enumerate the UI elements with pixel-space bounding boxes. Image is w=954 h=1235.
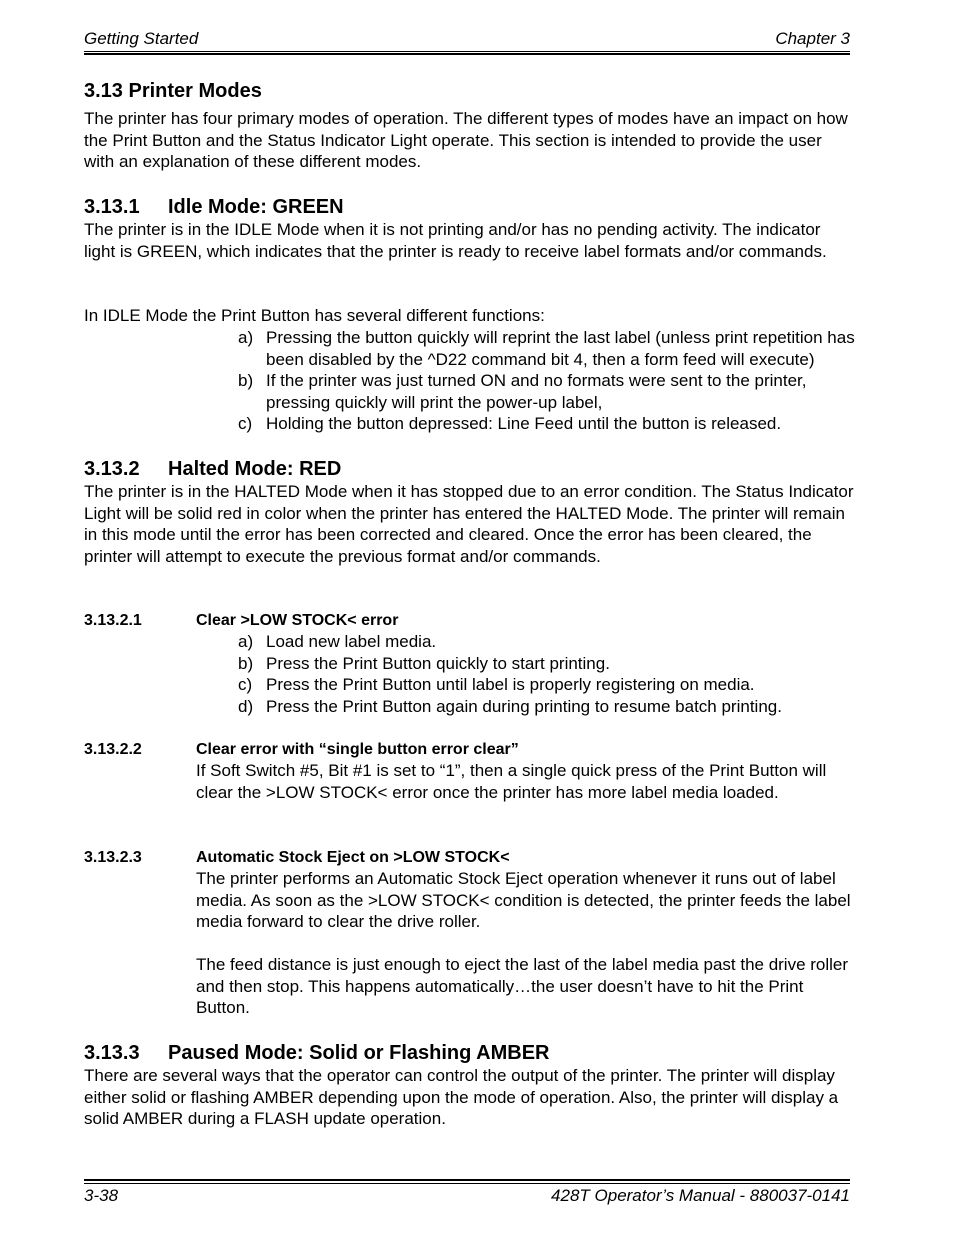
footer-rule-thick (84, 1179, 850, 1181)
list-item: c) Press the Print Button until label is properly registering on media. (238, 675, 755, 695)
section-3-13-3-body: There are several ways that the operator can control the output of the printer. The printer will display either solid or flashing AMBER depending upon the mode of operation. Also, the printer will display a solid AMBER during a FLASH update operation. (84, 1066, 839, 1129)
section-3-13-1-number: 3.13.1 (84, 196, 140, 218)
section-3-13-body: The printer has four primary modes of operation. The different types of modes have an impact on how the Print Button and the Status Indicator Light operate. This section is intended to provide the user with an explanation of these different modes. (84, 109, 848, 172)
section-3-13-2-3-body-1: The printer performs an Automatic Stock Eject operation whenever it runs out of label media. As soon as the >LOW STOCK< condition is detected, the printer feeds the label media forward to clear the drive roller. (196, 869, 851, 932)
section-3-13-2-2-body: If Soft Switch #5, Bit #1 is set to “1”, then a single quick press of the Print Button will clear the >LOW STOCK< error once the printer has more label media loaded. (196, 761, 827, 802)
section-3-13-2-1-title: Clear >LOW STOCK< error (196, 612, 399, 629)
section-3-13-2-number: 3.13.2 (84, 458, 140, 480)
section-3-13-3-title: Paused Mode: Solid or Flashing AMBER (168, 1042, 550, 1064)
list-item: b) If the printer was just turned ON and no formats were sent to the printer, pressing quickly will print the power-up label, (238, 371, 807, 412)
list-item: b) Press the Print Button quickly to start printing. (238, 653, 610, 673)
section-3-13-2-1-number: 3.13.2.1 (84, 612, 142, 629)
list-item: a) Pressing the button quickly will reprint the last label (unless print repetition has been disabled by the ^D22 command bit 4, then a form feed will execute) (238, 328, 855, 369)
section-3-13-2-2-title: Clear error with “single button error clear” (196, 741, 519, 758)
section-3-13-2-3-title: Automatic Stock Eject on >LOW STOCK< (196, 849, 510, 866)
idle-mode-intro: In IDLE Mode the Print Button has several different functions: (84, 306, 545, 325)
section-3-13-2-body: The printer is in the HALTED Mode when it has stopped due to an error condition. The Status Indicator Light will be solid red in color when the printer has entered the HALTED Mode. The printer will remain in this mode until the error has been corrected and cleared. Once the error has been cleared, the printer will attempt to execute the previous format and/or commands. (84, 482, 854, 566)
header-right: Chapter 3 (775, 29, 850, 48)
section-3-13-3-number: 3.13.3 (84, 1042, 140, 1064)
section-3-13-2-2-number: 3.13.2.2 (84, 741, 142, 758)
section-3-13-2-3-body-2: The feed distance is just enough to eject the last of the label media past the drive roller and then stop. This happens automatically…the user doesn’t have to hit the Print Button. (196, 955, 849, 1018)
page-header (84, 28, 850, 52)
idle-mode-functions-list (238, 327, 858, 435)
header-left: Getting Started (84, 29, 199, 48)
clear-low-stock-steps-list (238, 631, 858, 717)
footer-rule-thin (84, 1183, 850, 1184)
section-3-13-1-body: The printer is in the IDLE Mode when it is not printing and/or has no pending activity. The indicator light is GREEN, which indicates that the printer is ready to receive label formats and/or commands. (84, 220, 827, 261)
list-item: c) Holding the button depressed: Line Feed until the button is released. (238, 414, 782, 434)
header-rule-thick (84, 53, 850, 55)
header-rule-thin (84, 51, 850, 52)
page-footer (84, 1185, 850, 1209)
list-item: d) Press the Print Button again during printing to resume batch printing. (238, 696, 782, 716)
section-3-13-2-title: Halted Mode: RED (168, 458, 342, 480)
section-3-13-2-3-number: 3.13.2.3 (84, 849, 142, 866)
list-item: a) Load new label media. (238, 632, 437, 651)
section-3-13-title: 3.13 Printer Modes (84, 80, 262, 102)
page-number: 3-38 (84, 1186, 119, 1205)
manual-title: 428T Operator’s Manual - 880037-0141 (551, 1186, 850, 1205)
section-3-13-1-title: Idle Mode: GREEN (168, 196, 344, 218)
